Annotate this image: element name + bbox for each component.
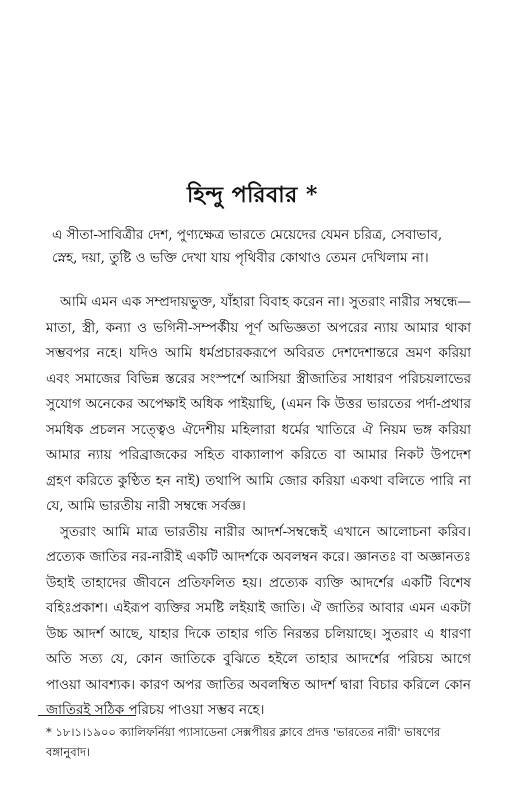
footnote-divider bbox=[38, 715, 136, 716]
epigraph: এ সীতা-সাবিত্রীর দেশ, পুণ্যক্ষেত্র ভারতে মেয়েদের যেমন চরিত্র, সেবাভাব, স্নেহ, দয়া, তুষ্টি ও ভক্তি দেখা যায় পৃথিবীর কোথাও তেমন দেখিলাম না। bbox=[52, 227, 443, 266]
paragraph-1: আমি এমন এক সম্প্রদায়ভুক্ত, যাঁহারা বিবাহ করেন না। সুতরাং নারীর সম্বন্ধে—মাতা, স্ত্রী, কন্যা ও ভগিনী-সম্পর্কীয় পূর্ণ অভিজ্ঞতা অপরের ন্যায় আমার থাকা সম্ভবপর নহে। যদিও আমি ধর্মপ্রচারকরূপে অবিরত দেশদেশান্তরে ভ্রমণ করিয়া এবং সমাজের বিভিন্ন স্তরের সংস্পর্শে আসিয়া স্ত্রীজাতির সাধারণ পরিচয়লাভের সুযোগ অনেকের অপেক্ষাই অধিক পাইয়াছি, (এমন কি উত্তর ভারতের পর্দা-প্রথার সমধিক প্রচলন সত্ত্বেও ঐদেশীয় মহিলারা ধর্মের খাতিরে ঐ নিয়ম ভঙ্গ করিয়া আমার ন্যায় পরিব্রাজকের সহিত বাক্যালাপ করিতে বা আমার নিকট উপদেশ গ্রহণ করিতে কুণ্ঠিত হন নাই) তথাপি আমি জোর করিয়া একথা বলিতে পারি না যে, আমি ভারতীয় নারী সম্বন্ধে সর্বজ্ঞ। bbox=[46, 294, 471, 514]
footnote: * ১৮।১।১৯০০ ক্যালিফর্নিয়া প্যাসাডেনা সেক্সপীয়র ক্লাবে প্রদত্ত 'ভারতের নারী' ভাষণের বঙ্গানুবাদ। bbox=[46, 725, 441, 759]
paragraph-2: সুতরাং আমি মাত্র ভারতীয় নারীর আদর্শ-সম্বন্ধেই এখানে আলোচনা করিব। প্রত্যেক জাতির নর-নারীই একটি আদর্শকে অবলম্বন করে। জ্ঞানতঃ বা অজ্ঞানতঃ উহাই তাহাদের জীবনে প্রতিফলিত হয়। প্রত্যেক ব্যক্তি আদর্শের একটি বিশেষ বহিঃপ্রকাশ। এইরূপ ব্যক্তির সমষ্টি লইয়াই জাতি। ঐ জাতির আবার এমন একটা উচ্চ আদর্শ আছে, যাহার দিকে তাহার গতি নিরন্তর চলিয়াছে। সুতরাং এ ধারণা অতি সত্য যে, কোন জাতিকে বুঝিতে হইলে তাহার আদর্শের পরিচয় আগে পাওয়া আবশ্যক। কারণ অপর জাতির অবলম্বিত আদর্শ দ্বারা বিচার করিলে কোন জাতিরই সঠিক পরিচয় পাওয়া সম্ভব নহে। bbox=[46, 523, 471, 718]
body-text bbox=[46, 290, 471, 724]
chapter-title: হিন্দু পরিবার * bbox=[187, 182, 318, 208]
